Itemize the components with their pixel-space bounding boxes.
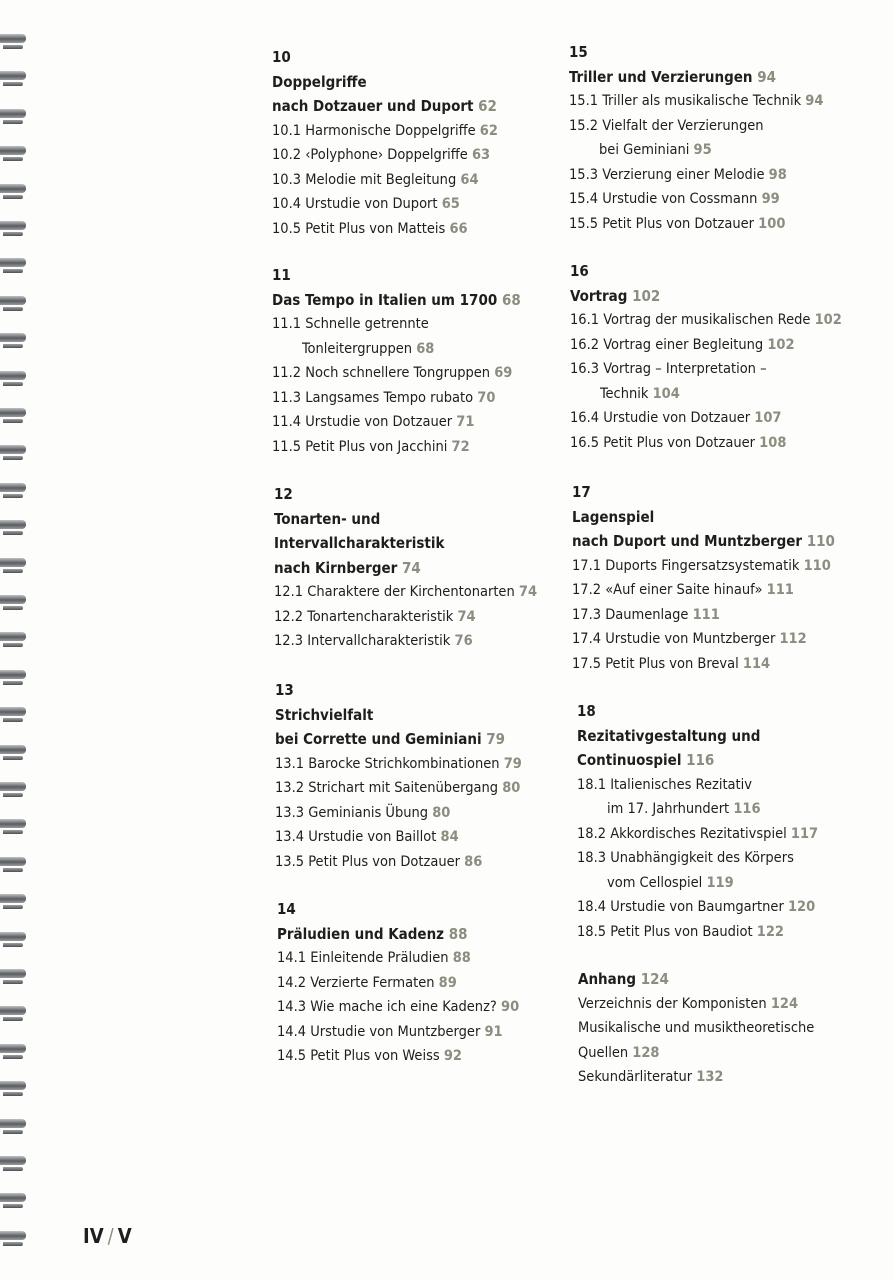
- binding-ring: [0, 71, 26, 80]
- chapter-title-text: nach Kirnberger: [274, 558, 398, 577]
- entry-text: Intervallcharakteristik: [307, 633, 451, 649]
- entry-text-continued: [570, 382, 870, 407]
- entry-code: 11.4: [272, 414, 302, 430]
- toc-entry: [277, 995, 577, 1020]
- chapter-number: 17: [572, 483, 591, 501]
- chapter-page-number: 88: [448, 924, 468, 943]
- entry-text: Barocke Strichkombinationen: [308, 755, 500, 772]
- chapter-title-line: [274, 507, 574, 532]
- entry-text: Urstudie von Muntzberger: [605, 631, 776, 647]
- entry-code: 16.1: [570, 312, 600, 328]
- binding-ring: [0, 258, 26, 267]
- entry-text: Verzierte Fermaten: [310, 974, 435, 991]
- entry-text: Vortrag der musikalischen Rede: [603, 312, 811, 328]
- chapter-title-text: nach Duport und Muntzberger: [572, 532, 803, 550]
- entry-page-number: 74: [457, 608, 476, 625]
- binding-ring: [0, 707, 26, 716]
- entry-text: Urstudie von Dotzauer: [305, 414, 453, 430]
- binding-ring: [0, 745, 26, 754]
- entry-page-number: 95: [693, 142, 712, 158]
- toc-entry: [275, 776, 575, 801]
- binding-ring: [0, 483, 26, 492]
- chapter-title-line: [569, 65, 869, 90]
- entry-code: 16.3: [570, 361, 600, 377]
- entry-text: Musikalische und musiktheoretische: [578, 1020, 815, 1036]
- toc-entry: [275, 825, 575, 850]
- entry-code: 18.2: [577, 825, 607, 842]
- entry-code: 11.5: [272, 438, 302, 455]
- entry-page-number: 104: [652, 385, 680, 402]
- entry-text: Petit Plus von Dotzauer: [603, 434, 756, 451]
- toc-entry: [569, 187, 869, 212]
- entry-text: Daumenlage: [605, 606, 689, 623]
- chapter-page-number: 79: [486, 730, 506, 748]
- entry-code: 18.1: [577, 776, 607, 793]
- entry-code: 13.3: [275, 804, 305, 821]
- toc-chapter: [275, 678, 575, 874]
- entry-text: Unabhängigkeit des Körpers: [610, 850, 794, 866]
- chapter-page-number: 74: [402, 558, 421, 577]
- entry-code: 11.1: [272, 316, 302, 332]
- entry-page-number: 65: [441, 196, 460, 212]
- entry-page-number: 80: [432, 804, 451, 821]
- entry-page-number: 90: [501, 999, 520, 1015]
- chapter-title-line: [275, 703, 575, 728]
- entry-text-continued: [577, 871, 877, 896]
- entry-text: Petit Plus von Dotzauer: [602, 215, 755, 232]
- toc-entry: [578, 1016, 878, 1065]
- toc-entry: [274, 605, 574, 630]
- chapter-title-line: [577, 724, 877, 749]
- entry-page-number: 119: [706, 874, 734, 891]
- toc-chapter: [572, 480, 872, 676]
- binding-ring: [0, 408, 26, 417]
- toc-chapter: [274, 482, 574, 654]
- entry-text-continued: [272, 337, 572, 362]
- binding-ring: [0, 221, 26, 230]
- toc-entry: [572, 554, 872, 579]
- chapter-title-text: bei Corrette und Geminiani: [275, 730, 482, 748]
- entry-page-number: 91: [484, 1023, 503, 1040]
- chapter-page-number: 94: [757, 67, 777, 86]
- toc-entry: [572, 627, 872, 652]
- entry-code: 14.3: [277, 999, 307, 1015]
- chapter-title-line: [274, 556, 574, 581]
- entry-page-number: 94: [805, 93, 824, 109]
- entry-page-number: 69: [494, 365, 513, 381]
- folio-separator: /: [107, 1224, 114, 1248]
- toc-entry: [274, 629, 574, 654]
- binding-ring: [0, 1081, 26, 1090]
- entry-code: 16.5: [570, 434, 600, 451]
- entry-code: 16.4: [570, 410, 600, 426]
- page-folio: [83, 1224, 132, 1248]
- toc-entry: [272, 312, 572, 361]
- entry-text: Wie mache ich eine Kadenz?: [310, 999, 497, 1015]
- entry-code: 18.4: [577, 899, 607, 915]
- entry-text-line2: Technik: [600, 385, 649, 402]
- entry-text: Petit Plus von Weiss: [310, 1048, 440, 1064]
- binding-ring: [0, 445, 26, 454]
- toc-entry: [272, 217, 572, 242]
- entry-page-number: 120: [787, 899, 816, 915]
- binding-ring: [0, 595, 26, 604]
- entry-page-number: 132: [696, 1069, 724, 1085]
- entry-page-number: 111: [766, 582, 794, 598]
- entry-text: Geminianis Übung: [308, 804, 429, 821]
- entry-page-number: 117: [790, 825, 819, 842]
- entry-text: Petit Plus von Dotzauer: [308, 853, 461, 870]
- binding-ring: [0, 1231, 26, 1240]
- entry-code: 10.2: [272, 147, 302, 163]
- chapter-title-line: [274, 531, 574, 556]
- binding-ring: [0, 969, 26, 978]
- binding-ring: [0, 632, 26, 641]
- entry-page-number: 122: [756, 923, 784, 940]
- folio-left: IV: [83, 1224, 104, 1248]
- entry-page-number: 110: [803, 557, 831, 574]
- entry-code: 11.3: [272, 389, 302, 406]
- chapter-title-line: [570, 284, 870, 309]
- entry-code: 15.2: [569, 117, 599, 134]
- entry-text: Tonartencharakteristik: [307, 608, 454, 625]
- entry-page-number: 88: [452, 950, 471, 966]
- entry-text: Triller als musikalische Technik: [602, 93, 802, 109]
- toc-entry: [578, 992, 878, 1017]
- entry-code: 14.2: [277, 974, 307, 991]
- entry-code: 13.4: [275, 829, 305, 845]
- binding-ring: [0, 146, 26, 155]
- entry-text: Langsames Tempo rubato: [305, 389, 474, 406]
- entry-text-line2: vom Cellospiel: [607, 874, 703, 891]
- toc-entry: [277, 1020, 577, 1045]
- entry-page-number: 114: [742, 655, 771, 672]
- entry-text-line2: bei Geminiani: [599, 142, 690, 158]
- entry-code: 10.5: [272, 220, 302, 237]
- toc-entry: [272, 119, 572, 144]
- toc-entry: [577, 773, 877, 822]
- chapter-title-line: [578, 967, 878, 992]
- entry-text: Strichart mit Saitenübergang: [308, 780, 499, 796]
- entry-page-number: 72: [451, 438, 470, 455]
- chapter-title-text: Intervallcharakteristik: [274, 534, 445, 552]
- toc-entry: [570, 406, 870, 431]
- entry-code: 12.1: [274, 584, 304, 600]
- toc-entry: [570, 333, 870, 358]
- entry-code: 10.4: [272, 196, 302, 212]
- chapter-page-number: 124: [640, 970, 669, 988]
- toc-entry: [272, 168, 572, 193]
- entry-page-number: 100: [758, 215, 786, 232]
- toc-chapter: [272, 45, 572, 241]
- binding-ring: [0, 1044, 26, 1053]
- entry-text: Einleitende Präludien: [310, 950, 449, 966]
- entry-page-number: 128: [632, 1044, 660, 1061]
- entry-page-number: 92: [443, 1048, 462, 1064]
- toc-entry: [570, 431, 870, 456]
- entry-text: Urstudie von Duport: [305, 196, 438, 212]
- toc-entry: [569, 89, 869, 114]
- entry-text: Urstudie von Baumgartner: [610, 899, 784, 915]
- entry-page-number: 107: [754, 410, 782, 426]
- chapter-title-text: Doppelgriffe: [272, 72, 367, 91]
- chapter-page-number: 102: [632, 286, 661, 305]
- chapter-number: 16: [570, 262, 589, 280]
- entry-text-continued: [569, 138, 869, 163]
- entry-text: Urstudie von Baillot: [308, 829, 437, 845]
- entry-text: Melodie mit Begleitung: [305, 171, 457, 188]
- entry-page-number: 116: [733, 801, 761, 817]
- entry-text: Duports Fingersatzsystematik: [605, 557, 800, 574]
- toc-entry: [272, 361, 572, 386]
- binding-ring: [0, 932, 26, 941]
- entry-code: 10.1: [272, 122, 302, 139]
- entry-code: 15.3: [569, 166, 599, 183]
- entry-page-number: 124: [770, 995, 799, 1012]
- toc-chapter: [577, 699, 877, 944]
- toc-chapter: [578, 967, 878, 1090]
- entry-code: 15.5: [569, 215, 599, 232]
- chapter-number: 15: [569, 43, 588, 61]
- chapter-title-text: Vortrag: [570, 286, 628, 305]
- binding-ring: [0, 184, 26, 193]
- chapter-title-line: [572, 529, 872, 554]
- chapter-title-text: Triller und Verzierungen: [569, 67, 753, 86]
- entry-page-number: 68: [416, 340, 435, 357]
- toc-entry: [572, 603, 872, 628]
- entry-text: Urstudie von Muntzberger: [310, 1023, 481, 1040]
- entry-page-number: 86: [464, 853, 483, 870]
- binding-ring: [0, 894, 26, 903]
- toc-chapter: [272, 263, 572, 459]
- chapter-title-line: [275, 727, 575, 752]
- binding-ring: [0, 1119, 26, 1128]
- entry-code: 15.4: [569, 191, 599, 207]
- chapter-title-line: [272, 288, 572, 313]
- binding-ring: [0, 371, 26, 380]
- entry-page-number: 63: [471, 147, 491, 163]
- toc-entry: [274, 580, 574, 605]
- chapter-title-line: [272, 94, 572, 119]
- binding-ring: [0, 1156, 26, 1165]
- chapter-page-number: 110: [806, 532, 835, 550]
- chapter-number: 13: [275, 681, 294, 699]
- entry-code: 14.4: [277, 1023, 307, 1040]
- entry-text: Italienisches Rezitativ: [610, 776, 753, 793]
- entry-page-number: 79: [503, 755, 522, 772]
- chapter-title-text: Anhang: [578, 970, 637, 988]
- binding-ring: [0, 782, 26, 791]
- entry-text: Akkordisches Rezitativspiel: [610, 825, 787, 842]
- entry-text: Noch schnellere Tongruppen: [305, 365, 491, 381]
- chapter-title-text: Rezitativgestaltung und: [577, 726, 761, 745]
- entry-text-line2: Quellen: [578, 1044, 629, 1061]
- toc-entry: [572, 652, 872, 677]
- entry-text: Vielfalt der Verzierungen: [602, 117, 764, 134]
- entry-text: «Auf einer Saite hinauf»: [605, 582, 763, 598]
- entry-code: 12.2: [274, 608, 304, 625]
- chapter-number: 11: [272, 266, 291, 284]
- spiral-binding: [0, 20, 30, 1260]
- entry-text-line2: Tonleitergruppen: [302, 340, 413, 357]
- toc-entry: [577, 895, 877, 920]
- chapter-page-number: 62: [478, 97, 497, 115]
- entry-page-number: 84: [440, 829, 459, 845]
- toc-entry: [275, 801, 575, 826]
- binding-ring: [0, 109, 26, 118]
- entry-text: Vortrag – Interpretation –: [603, 361, 767, 377]
- toc-entry: [277, 946, 577, 971]
- entry-code: 13.1: [275, 755, 305, 772]
- toc-entry: [577, 846, 877, 895]
- binding-ring: [0, 558, 26, 567]
- binding-ring: [0, 670, 26, 679]
- entry-code: 16.2: [570, 336, 600, 353]
- entry-text-continued: [577, 797, 877, 822]
- entry-page-number: 111: [692, 606, 720, 623]
- binding-ring: [0, 1006, 26, 1015]
- entry-text: Verzierung einer Melodie: [602, 166, 765, 183]
- toc-entry: [577, 822, 877, 847]
- entry-page-number: 102: [767, 336, 795, 353]
- toc-entry: [569, 163, 869, 188]
- toc-entry: [577, 920, 877, 945]
- chapter-title-text: Continuospiel: [577, 751, 682, 769]
- toc-entry: [277, 971, 577, 996]
- entry-code: 14.5: [277, 1048, 307, 1064]
- toc-chapter: [277, 897, 577, 1069]
- entry-page-number: 74: [518, 584, 538, 600]
- entry-text: Vortrag einer Begleitung: [603, 336, 764, 353]
- toc-entry: [570, 357, 870, 406]
- entry-code: 15.1: [569, 93, 599, 109]
- toc-entry: [277, 1044, 577, 1069]
- entry-text: ‹Polyphone› Doppelgriffe: [305, 147, 468, 163]
- entry-page-number: 70: [477, 389, 496, 406]
- toc-chapter: [570, 259, 870, 455]
- entry-code: 17.2: [572, 582, 602, 598]
- entry-code: 14.1: [277, 950, 307, 966]
- chapter-title-text: nach Dotzauer und Duport: [272, 97, 474, 115]
- entry-text: Verzeichnis der Komponisten: [578, 995, 767, 1012]
- entry-page-number: 108: [759, 434, 787, 451]
- entry-text: Petit Plus von Baudiot: [610, 923, 753, 940]
- entry-text: Petit Plus von Jacchini: [305, 438, 448, 455]
- entry-code: 17.3: [572, 606, 602, 623]
- entry-text: Petit Plus von Matteis: [305, 220, 446, 237]
- binding-ring: [0, 1193, 26, 1202]
- entry-code: 12.3: [274, 633, 304, 649]
- toc-entry: [570, 308, 870, 333]
- chapter-number: 10: [272, 48, 291, 66]
- entry-code: 11.2: [272, 365, 302, 381]
- chapter-title-text: Lagenspiel: [572, 507, 655, 526]
- toc-entry: [272, 386, 572, 411]
- entry-page-number: 76: [454, 633, 473, 649]
- chapter-title-text: Tonarten- und: [274, 509, 381, 528]
- binding-ring: [0, 34, 26, 43]
- chapter-title-line: [572, 505, 872, 530]
- entry-page-number: 112: [779, 631, 807, 647]
- entry-text: Sekundärliteratur: [578, 1069, 693, 1085]
- chapter-title-line: [272, 70, 572, 95]
- chapter-number: 18: [577, 702, 596, 720]
- entry-code: 10.3: [272, 171, 302, 188]
- toc-entry: [572, 578, 872, 603]
- binding-ring: [0, 819, 26, 828]
- entry-page-number: 89: [438, 974, 457, 991]
- entry-page-number: 66: [449, 220, 468, 237]
- toc-entry: [578, 1065, 878, 1090]
- entry-text: Charaktere der Kirchentonarten: [307, 584, 515, 600]
- toc-entry: [272, 435, 572, 460]
- entry-text-line2: im 17. Jahrhundert: [607, 801, 730, 817]
- entry-code: 18.5: [577, 923, 607, 940]
- chapter-page-number: 116: [686, 751, 715, 769]
- chapter-title-line: [277, 922, 577, 947]
- toc-entry: [272, 143, 572, 168]
- entry-page-number: 99: [761, 191, 780, 207]
- toc-entry: [569, 212, 869, 237]
- folio-right: V: [117, 1224, 132, 1248]
- chapter-number: 12: [274, 485, 293, 503]
- chapter-number: 14: [277, 900, 296, 918]
- entry-code: 17.5: [572, 655, 602, 672]
- entry-text: Harmonische Doppelgriffe: [305, 122, 476, 139]
- chapter-title-text: Das Tempo in Italien um 1700: [272, 290, 498, 309]
- toc-entry: [272, 410, 572, 435]
- entry-text: Urstudie von Dotzauer: [603, 410, 751, 426]
- entry-page-number: 71: [456, 414, 475, 430]
- entry-code: 17.4: [572, 631, 602, 647]
- entry-page-number: 64: [460, 171, 479, 188]
- toc-entry: [272, 192, 572, 217]
- chapter-page-number: 68: [501, 290, 521, 309]
- entry-code: 13.2: [275, 780, 305, 796]
- entry-page-number: 102: [814, 312, 842, 328]
- chapter-title-line: [577, 748, 877, 773]
- entry-page-number: 98: [768, 166, 787, 183]
- toc-entry: [275, 850, 575, 875]
- entry-text: Petit Plus von Breval: [605, 655, 739, 672]
- entry-code: 13.5: [275, 853, 305, 870]
- entry-code: 18.3: [577, 850, 607, 866]
- binding-ring: [0, 520, 26, 529]
- binding-ring: [0, 857, 26, 866]
- entry-text-continued: [578, 1041, 878, 1066]
- entry-page-number: 80: [502, 780, 521, 796]
- entry-text: Urstudie von Cossmann: [602, 191, 758, 207]
- chapter-title-text: Präludien und Kadenz: [277, 924, 445, 943]
- entry-code: 17.1: [572, 557, 602, 574]
- binding-ring: [0, 333, 26, 342]
- chapter-title-text: Strichvielfalt: [275, 705, 374, 724]
- binding-ring: [0, 296, 26, 305]
- toc-entry: [275, 752, 575, 777]
- entry-text: Schnelle getrennte: [305, 316, 429, 332]
- entry-page-number: 62: [479, 122, 498, 139]
- toc-chapter: [569, 40, 869, 236]
- toc-entry: [569, 114, 869, 163]
